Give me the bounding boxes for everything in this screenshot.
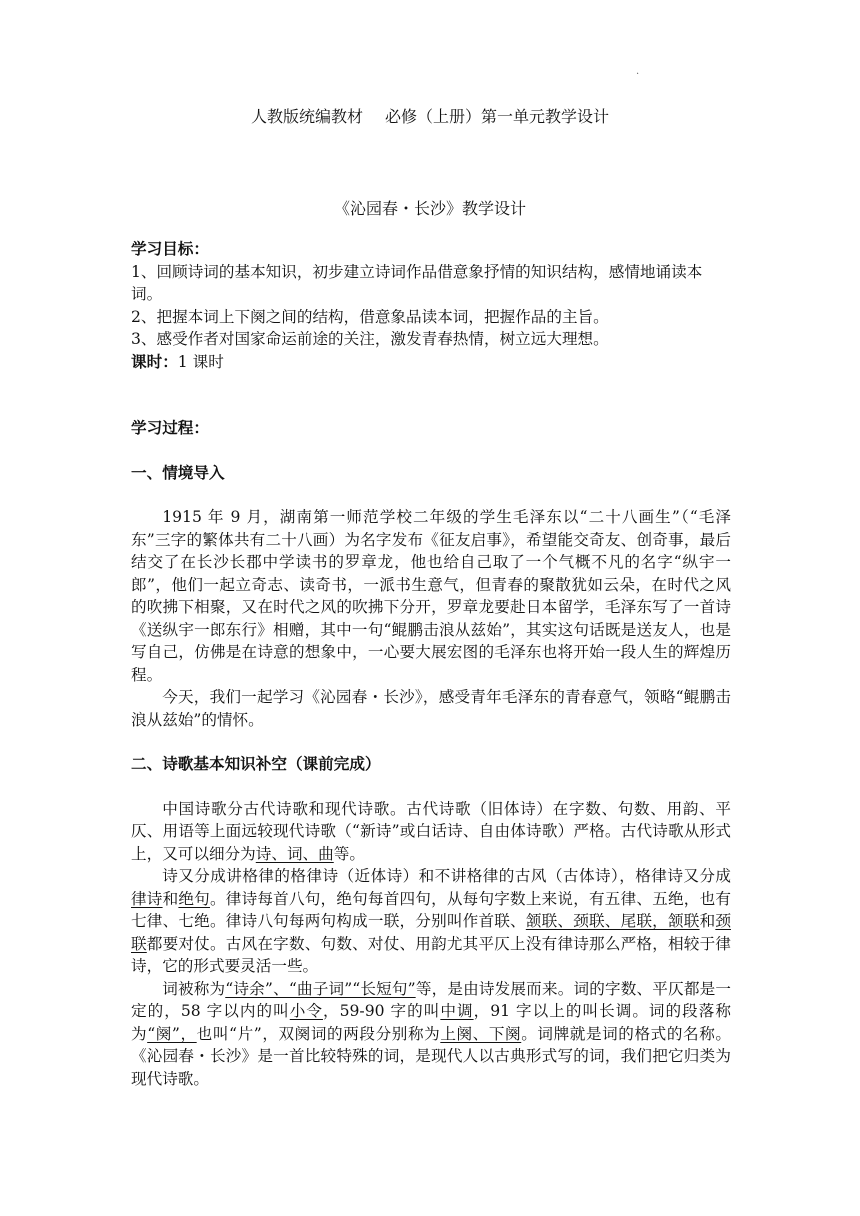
objective-item: 3、感受作者对国家命运前途的关注，激发青春热情，树立远大理想。	[131, 330, 609, 348]
process-heading: 学习过程：	[131, 419, 209, 437]
header-textbook: 人教版统编教材	[250, 107, 363, 126]
intro-paragraph: 1915 年 9 月，湖南第一师范学校二年级的学生毛泽东以“二十八画生”（“毛泽东”三字的繁体共有二十八画）为名字发布《征友启事》，希望能交奇友、创奇事，最后结交了在长沙长郡中学读书的罗章龙，他也给自己取了一个气概不凡的名字“纵宇一郎”，他们一起立奇志、读奇书，一派书生意气，但青春的聚散犹如云朵，在时代之风的吹拂下相聚，又在时代之风的吹拂下分开，罗章龙要赴日本留学，毛泽东写了一首诗《送纵宇一郎东行》相赠，其中一句“鲲鹏击浪从兹始”，其实这句话既是送友人，也是写自己，仿佛是在诗意的想象中，一心要大展宏图的毛泽东也将开始一段人生的辉煌历程。	[131, 508, 731, 684]
filled-blank: 小令	[289, 1002, 323, 1020]
section-heading-knowledge: 二、诗歌基本知识补空（课前完成）	[131, 755, 381, 773]
corner-dot: .	[636, 66, 640, 77]
period-label: 课时：	[131, 352, 178, 371]
page-header	[0, 104, 860, 127]
filled-blank: “阕”，	[147, 1024, 197, 1043]
header-unit: 必修（上册）第一单元教学设计	[385, 107, 610, 126]
filled-blank: 颈联	[131, 912, 731, 953]
intro-paragraph: 今天，我们一起学习《沁园春・长沙》，感受青年毛泽东的青春意气，领略“鲲鹏击浪从兹始”的情怀。	[131, 688, 731, 729]
period-value: 1 课时	[177, 352, 224, 371]
objective-item: 2、把握本词上下阕之间的结构，借意象品读本词，把握作品的主旨。	[131, 307, 609, 326]
knowledge-paragraph-poetry-types: 中国诗歌分古代诗歌和现代诗歌。古代诗歌（旧体诗）在字数、句数、用韵、平仄、用语等上面远较现代诗歌（“新诗”或白话诗、自由体诗歌）严格。古代诗歌从形式上，又可以细分为诗、词、曲等。	[131, 799, 731, 863]
filled-blank: 颔联、颈联、尾联，颔联	[525, 912, 700, 930]
filled-blank: “诗余”、“曲子词”“长短句”	[225, 979, 416, 998]
filled-blank: 律诗	[131, 889, 163, 908]
filled-blank: 绝句	[178, 889, 210, 908]
knowledge-paragraph-regulated-verse: 诗又分成讲格律的格律诗（近体诗）和不讲格律的古风（古体诗），格律诗又分成律诗和绝句。律诗每首八句，绝句每首四句，从每句字数上来说，有五律、五绝，也有七律、七绝。律诗八句每两句构成一联，分别叫作首联、颔联、颈联、尾联，颔联和颈联都要对仗。古风在字数、句数、对仗、用韵尤其平仄上没有律诗那么严格，相较于律诗，它的形式要灵活一些。	[131, 867, 731, 975]
filled-blank: 中调	[440, 1002, 474, 1020]
objectives-heading: 学习目标：	[131, 240, 209, 258]
filled-blank: 诗、词、曲	[255, 844, 334, 863]
document-body	[131, 238, 731, 1090]
objective-item: 1、回顾诗词的基本知识，初步建立诗词作品借意象抒情的知识结构，感情地诵读本词。	[131, 262, 703, 303]
filled-blank: 上阕、下阕	[440, 1024, 522, 1043]
document-title: 《沁园春・长沙》教学设计	[333, 199, 526, 218]
class-period	[131, 351, 731, 374]
knowledge-paragraph-ci: 词被称为“诗余”、“曲子词”“长短句”等，是由诗发展而来。词的字数、平仄都是一定的，58 字以内的叫小令，59-90 字的叫中调，91 字以上的叫长调。词的段落称为“阕”，也叫“片”，双阕词的两段分别称为上阕、下阕。词牌就是词的格式的名称。《沁园春・长沙》是一首比较特殊的词，是现代人以古典形式写的词，我们把它归类为现代诗歌。	[131, 979, 731, 1088]
section-heading-intro: 一、情境导入	[131, 463, 225, 482]
